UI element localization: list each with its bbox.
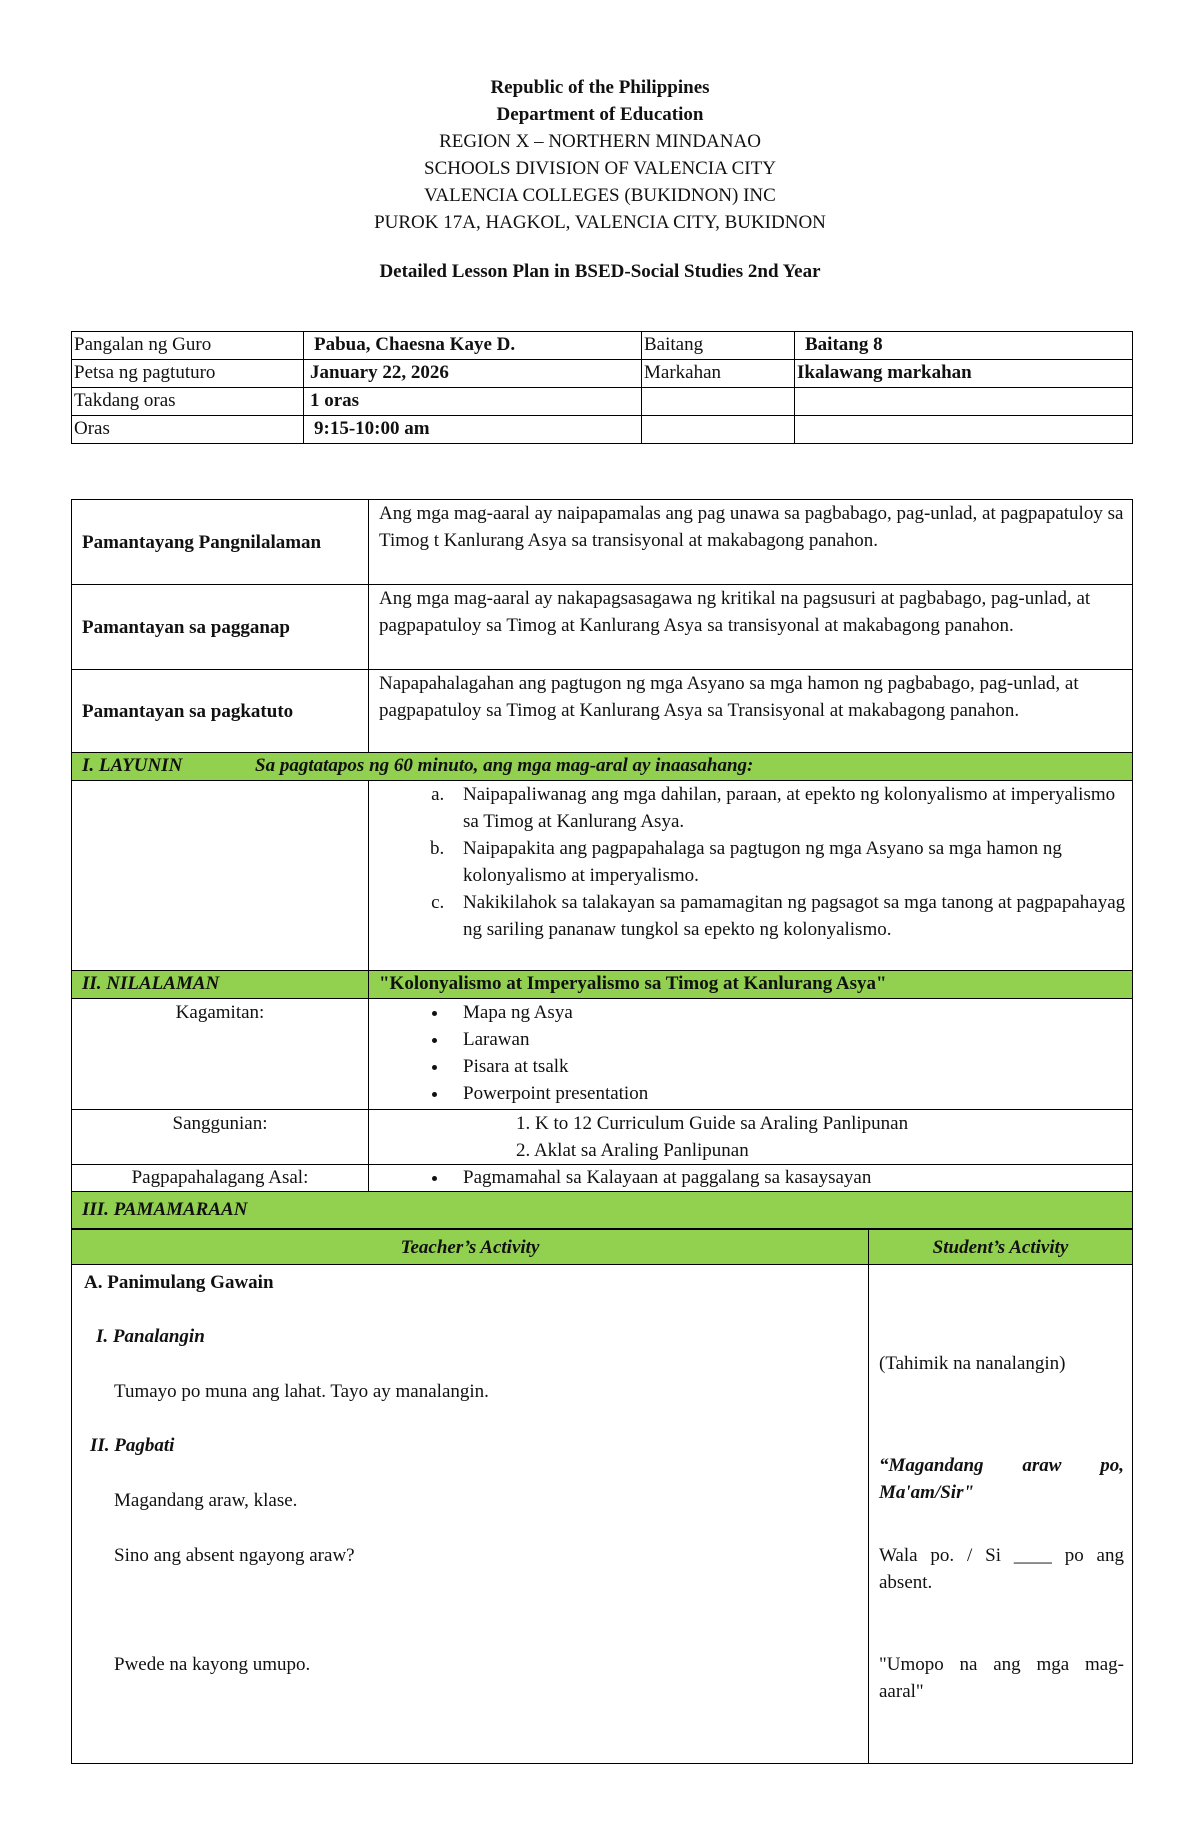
pamamaraan-heading-row <box>72 1192 1133 1229</box>
materials-cell <box>369 999 1133 1110</box>
quarter-label: Markahan <box>642 360 795 388</box>
student-activity-content <box>871 1265 1130 1763</box>
nilalaman-heading-row <box>72 971 1133 999</box>
duration-label: Takdang oras <box>72 388 304 416</box>
learning-standard-row <box>72 670 1133 753</box>
activity-body-row <box>72 1265 1133 1764</box>
layunin-heading <box>72 753 1133 781</box>
empty-cell <box>72 781 369 971</box>
performance-standard-text: Ang mga mag-aaral ay nakapagsasagawa ng kritikal na pagsusuri at pagbabago, pag-unlad, at pagpapatuloy sa Timog at Kanlurang Asya sa transisyonal at makabagong panahon. <box>369 585 1133 670</box>
pamamaraan-heading: III. PAMAMARAAN <box>72 1192 1133 1229</box>
value-item: • Pagmamahal sa Kalayaan at paggalang sa kasaysayan <box>449 1165 1130 1191</box>
header-region: REGION X – NORTHERN MINDANAO <box>439 131 761 152</box>
quarter-value: Ikalawang markahan <box>795 360 1133 388</box>
references-row <box>72 1110 1133 1165</box>
lesson-table <box>71 499 1133 1229</box>
info-row-teacher <box>72 332 1133 360</box>
header-address: PUROK 17A, HAGKOL, VALENCIA CITY, BUKIDNON <box>374 212 826 233</box>
teacher-value: Pabua, Chaesna Kaye D. <box>304 332 642 360</box>
greeting-student-text: “Magandang araw po, Ma'am/Sir" <box>879 1455 1124 1503</box>
layunin-heading-row <box>72 753 1133 781</box>
empty-cell <box>642 416 795 444</box>
greeting-heading: II. Pagbati <box>90 1435 175 1456</box>
prayer-heading: I. Panalangin <box>96 1326 205 1347</box>
content-standard-text: Ang mga mag-aaral ay naipapamalas ang pag unawa sa pagbabago, pag-unlad, at pagpapatuloy sa Timog t Kanlurang Asya sa transisyonal at makabagong panahon. <box>369 500 1133 585</box>
nilalaman-topic: "Kolonyalismo at Imperyalismo sa Timog at Kanlurang Asya" <box>369 971 1133 999</box>
grade-label: Baitang <box>642 332 795 360</box>
materials-list <box>371 999 1130 1107</box>
values-list <box>371 1165 1130 1191</box>
header-division: SCHOOLS DIVISION OF VALENCIA CITY <box>424 158 776 179</box>
empty-cell <box>795 388 1133 416</box>
material-item: • Pisara at tsalk <box>449 1053 1130 1080</box>
values-cell <box>369 1165 1133 1192</box>
material-item: • Larawan <box>449 1026 1130 1053</box>
activity-header-row <box>72 1230 1133 1265</box>
absent-student-text: Wala po. / Si ____ po ang absent. <box>879 1545 1124 1593</box>
teacher-activity-cell <box>72 1265 869 1764</box>
date-label: Petsa ng pagtuturo <box>72 360 304 388</box>
empty-cell <box>795 416 1133 444</box>
learning-standard-text: Napapahalagahan ang pagtugon ng mga Asyano sa mga hamon ng pagbabago, pag-unlad, at pagpapatuloy sa Timog at Kanlurang Asya sa Transisyonal at makabagong panahon. <box>369 670 1133 753</box>
teacher-activity-header: Teacher’s Activity <box>72 1230 869 1265</box>
student-activity-cell <box>869 1265 1133 1764</box>
sit-student-text: "Umopo na ang mga mag-aaral" <box>879 1654 1124 1702</box>
references-label: Sanggunian: <box>72 1110 369 1165</box>
section-a-heading: A. Panimulang Gawain <box>84 1272 274 1293</box>
layunin-items-row <box>72 781 1133 971</box>
greeting-teacher-text: Magandang araw, klase. <box>114 1490 298 1511</box>
layunin-intro: Sa pagtatapos ng 60 minuto, ang mga mag-aral ay inaasahang: <box>255 755 754 776</box>
objectives-list <box>371 781 1130 943</box>
materials-label: Kagamitan: <box>72 999 369 1110</box>
teacher-label: Pangalan ng Guro <box>72 332 304 360</box>
nilalaman-heading: II. NILALAMAN <box>72 971 369 999</box>
grade-value: Baitang 8 <box>795 332 1133 360</box>
values-label: Pagpapahalagang Asal: <box>72 1165 369 1192</box>
content-standard-label: Pamantayang Pangnilalaman <box>72 500 369 585</box>
objective-item: a. Naipapaliwanag ang mga dahilan, paraan, at epekto ng kolonyalismo at imperyalismo sa Timog at Kanlurang Asya. <box>449 781 1130 835</box>
time-value: 9:15-10:00 am <box>304 416 642 444</box>
material-item: • Mapa ng Asya <box>449 999 1130 1026</box>
reference-item: 1. K to 12 Curriculum Guide sa Araling Panlipunan <box>516 1113 909 1134</box>
values-row <box>72 1165 1133 1192</box>
duration-value: 1 oras <box>304 388 642 416</box>
objective-item: b. Naipapakita ang pagpapahalaga sa pagtugon ng mga Asyano sa mga hamon ng kolonyalismo at imperyalismo. <box>449 835 1130 889</box>
sit-teacher-text: Pwede na kayong umupo. <box>114 1654 311 1675</box>
content-standard-row <box>72 500 1133 585</box>
performance-standard-label: Pamantayan sa pagganap <box>72 585 369 670</box>
student-activity-header: Student’s Activity <box>869 1230 1133 1265</box>
activity-table <box>71 1229 1133 1764</box>
materials-row <box>72 999 1133 1110</box>
header-department: Department of Education <box>496 104 704 125</box>
reference-item: 2. Aklat sa Araling Panlipunan <box>516 1140 749 1161</box>
layunin-items-cell <box>369 781 1133 971</box>
document-title: Detailed Lesson Plan in BSED-Social Studies 2nd Year <box>379 261 821 282</box>
empty-cell <box>642 388 795 416</box>
header-school: VALENCIA COLLEGES (BUKIDNON) INC <box>424 185 776 206</box>
header-republic: Republic of the Philippines <box>490 77 710 98</box>
date-value: January 22, 2026 <box>304 360 642 388</box>
material-item: • Powerpoint presentation <box>449 1080 1130 1107</box>
references-list <box>371 1110 1130 1164</box>
info-row-date <box>72 360 1133 388</box>
info-table <box>71 331 1133 444</box>
teacher-activity-content <box>74 1265 866 1763</box>
references-cell <box>369 1110 1133 1165</box>
learning-standard-label: Pamantayan sa pagkatuto <box>72 670 369 753</box>
time-label: Oras <box>72 416 304 444</box>
info-row-time <box>72 416 1133 444</box>
prayer-teacher-text: Tumayo po muna ang lahat. Tayo ay manalangin. <box>114 1381 489 1402</box>
prayer-student-text: (Tahimik na nanalangin) <box>879 1353 1066 1374</box>
objective-item: c. Nakikilahok sa talakayan sa pamamagitan ng pagsagot sa mga tanong at pagpapahayag ng sariling pananaw tungkol sa epekto ng kolonyalismo. <box>449 889 1130 943</box>
info-row-duration <box>72 388 1133 416</box>
absent-teacher-text: Sino ang absent ngayong araw? <box>114 1545 355 1566</box>
performance-standard-row <box>72 585 1133 670</box>
document-header <box>0 74 1200 285</box>
layunin-title: I. LAYUNIN <box>82 755 183 776</box>
